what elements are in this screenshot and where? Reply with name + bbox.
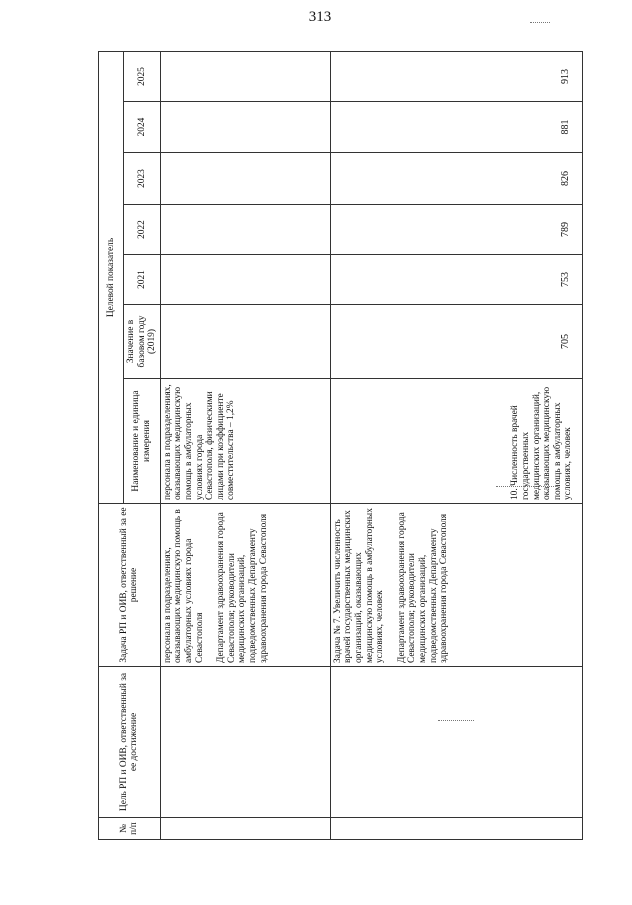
row1-goal <box>160 667 330 818</box>
row1-value-2025 <box>160 52 330 102</box>
header-indicator-name: Наименование и единица измерения <box>124 379 161 504</box>
row2-task <box>330 504 582 667</box>
row1-num <box>160 818 330 840</box>
row2-base-value: 705 <box>330 305 582 379</box>
row1-value-2022 <box>160 205 330 255</box>
table-row <box>160 52 330 840</box>
table-row <box>330 52 582 840</box>
row1-task <box>160 504 330 667</box>
scan-artifact <box>530 22 550 23</box>
row1-value-2023 <box>160 153 330 205</box>
header-base-value: Значение в базовом году (2019) <box>124 305 161 379</box>
header-goal: Цель РП и ОИВ, ответственный за ее достижение <box>99 667 161 818</box>
row1-indicator: персонала в подразделениях, оказывающих медицинскую помощь в амбулаторных условиях города Севастополя, физическими лицами при коэффициенте совместительства – 1,2% <box>160 379 330 504</box>
page-number: 313 <box>308 9 332 25</box>
row2-goal <box>330 667 582 818</box>
rotated-table-wrapper <box>98 52 583 840</box>
header-year-2023: 2023 <box>124 153 161 205</box>
row2-task-text: Задача № 7. Увеличить численность врачей государственных медицинских организаций, оказывающих медицинскую помощь в амбулаторных условиях, человек <box>332 508 386 663</box>
row2-task-responsible: Департамент здравоохранения города Севастополя; руководители медицинских организаций, подведомственных Департаменту здравоохранения города Севастополя <box>396 512 450 663</box>
row1-base-value <box>160 305 330 379</box>
header-target-indicator: Целевой показатель <box>99 52 124 504</box>
header-year-2021: 2021 <box>124 255 161 305</box>
header-year-2024: 2024 <box>124 102 161 153</box>
header-task: Задача РП и ОИВ, ответственный за ее решение <box>99 504 161 667</box>
target-indicators-table <box>98 51 583 840</box>
row2-value-2024: 881 <box>330 102 582 153</box>
row1-task-responsible: Департамент здравоохранения города Севастополя; руководители медицинских организаций, подведомственных Департаменту здравоохранения города Севастополя <box>216 512 269 663</box>
row2-num <box>330 818 582 840</box>
row2-value-2022: 789 <box>330 205 582 255</box>
header-num: № п/п <box>99 818 161 840</box>
scan-artifact <box>496 486 556 487</box>
row1-task-text: персонала в подразделениях, оказывающих медицинскую помощь в амбулаторных условиях города Севастополя <box>162 509 205 663</box>
row2-value-2025: 913 <box>330 52 582 102</box>
row2-indicator: 10. Численность врачей государственных медицинских организаций, оказывающих медицинскую помощь в амбулаторных условиях, человек <box>330 379 582 504</box>
row1-value-2021 <box>160 255 330 305</box>
scan-artifact <box>438 720 474 721</box>
header-row-1 <box>99 52 124 840</box>
header-year-2025: 2025 <box>124 52 161 102</box>
row2-value-2023: 826 <box>330 153 582 205</box>
row1-value-2024 <box>160 102 330 153</box>
header-year-2022: 2022 <box>124 205 161 255</box>
row2-value-2021: 753 <box>330 255 582 305</box>
